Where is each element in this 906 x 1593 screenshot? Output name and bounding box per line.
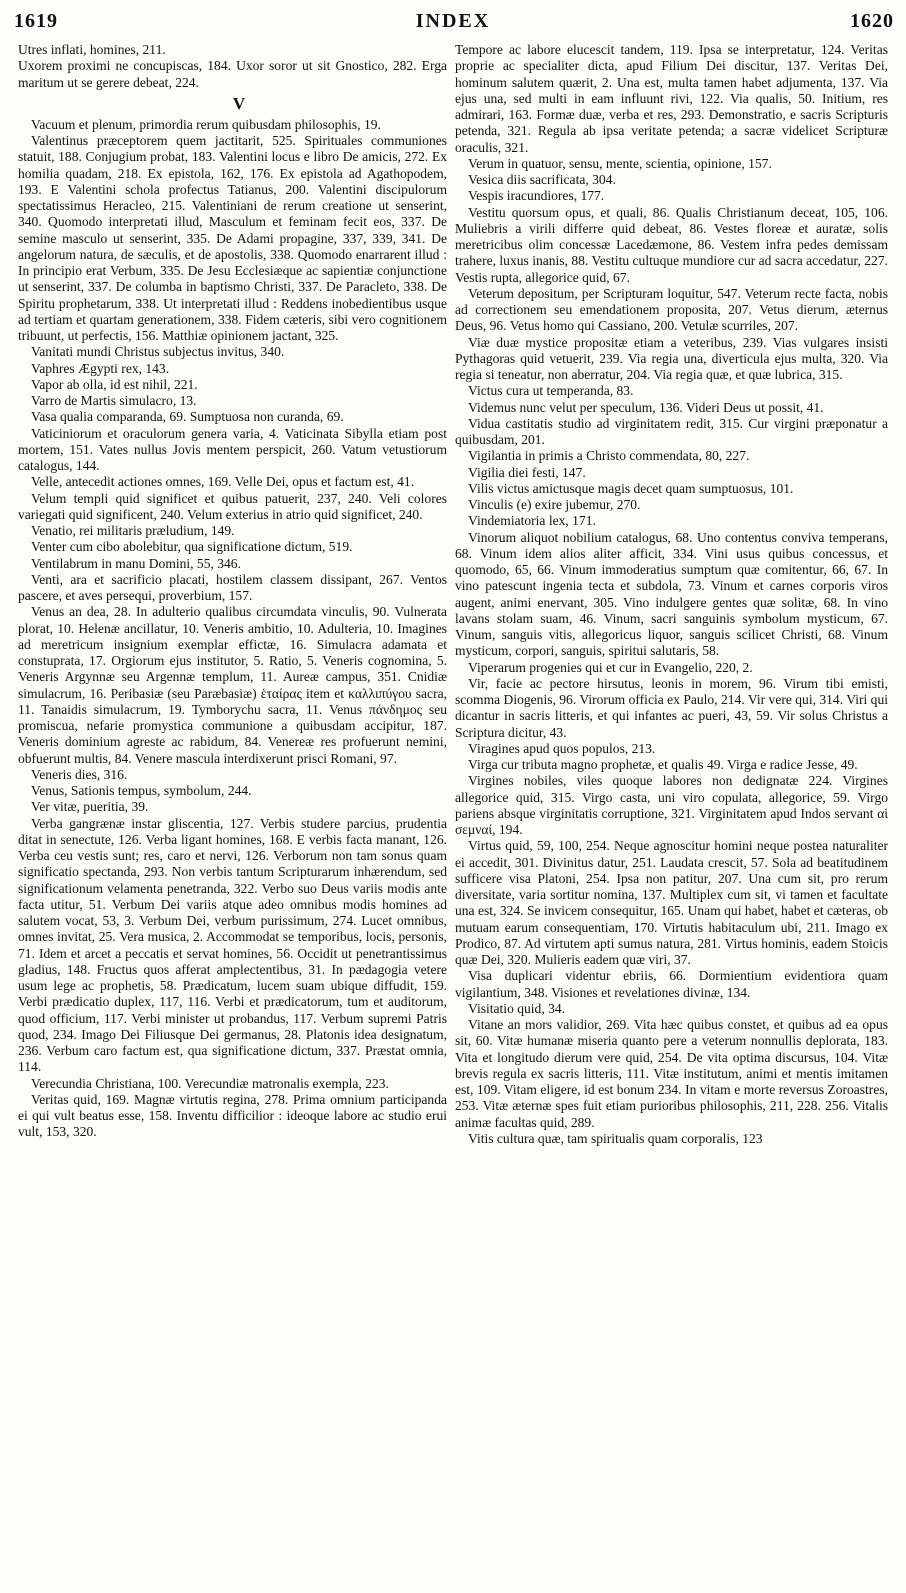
index-entry: Vasa qualia comparanda, 69. Sumptuosa non curanda, 69. xyxy=(31,409,344,425)
index-entry: Vaticiniorum et oraculorum genera varia, 4. Vaticinata Sibylla etiam post mortem, 151. Vates nullus Jovis mentem perspicit, 260. Vatum vetustiorum catalogus, 144. xyxy=(18,425,447,473)
page-header xyxy=(0,10,906,38)
index-entry: Viragines apud quos populos, 213. xyxy=(468,740,656,756)
index-entry: Venatio, rei militaris præludium, 149. xyxy=(31,523,235,538)
index-entry: Viæ duæ mystice propositæ etiam a veteribus, 239. Vias vulgares insisti Pythagoras quid vetuerit, 239. Via regia una, diverticula ejus multa, 320. Via regia si teneatur, non aberratur, 204. Via regia quæ, et quæ lubrica, 315. xyxy=(455,334,888,382)
index-entry: Vaphres Ægypti rex, 143. xyxy=(31,360,170,376)
index-entry: Velle, antecedit actiones omnes, 169. Velle Dei, opus et factum est, 41. xyxy=(31,474,415,490)
index-entry: Vinorum aliquot nobilium catalogus, 68. Uno contentus conviva temperans, 68. Vinum idem alios aliter afficit, 334. Vini usus quibus concessus, et quomodo, 65, 66. Vinum immoderatius sumptum quæ comitentur, 66, 67. In vino patescunt ingenia tecta et subdola, 73. Vinum et carnes corporis viros augent, animi enervant, 305. Vino indulgere gentes quæ solitæ, 68. In vino lavans stolam suam, 46. Vinum, sacri sanguinis symbolum mysticum, 67. Vinum, sanguis vitis, allegoricus liquor, sanguis scilicet Christi, 68. Vinum mysticum, corpori, sanguis, spiritui salutaris, 58. xyxy=(455,529,888,659)
index-entry: Vestitu quorsum opus, et quali, 86. Qualis Christianum deceat, 105, 106. Muliebris a virili differre quid debeat, 86. Vestes floreæ et auratæ, solis meretricibus olim concessæ Lacedæmone, 86. Vestem infra pedes demissam trahere, luxus inanis, 88. Vestitu cultuque mundiore cur ad sacra accedatur, 227. Vestis rupta, allegorice quid, 67. xyxy=(455,204,888,285)
index-entry: Virgines nobiles, viles quoque labores non dedignatæ 224. Virgines allegorice quid, 315. Virgo casta, uni viro copulata, allegorice, 59. Virgo pariens absque virginitatis corruptione, 321. Virginitatem apud Indos servant αἱ σεμναί, 194. xyxy=(455,773,888,837)
index-entry: Vigilantia in primis a Christo commendata, 80, 227. xyxy=(468,448,750,464)
letter-heading: V xyxy=(232,93,246,113)
index-entry: Venus, Sationis tempus, symbolum, 244. xyxy=(31,783,252,798)
index-entry: Victus cura ut temperanda, 83. xyxy=(468,383,634,399)
index-entry: Ver vitæ, pueritia, 39. xyxy=(31,799,149,815)
index-entry: Visitatio quid, 34. xyxy=(468,1000,566,1016)
index-entry: Vilis victus amictusque magis decet quam sumptuosus, 101. xyxy=(468,480,794,496)
index-entry: Tempore ac labore elucescit tandem, 119. Ipsa se interpretatur, 124. Veritas proprie ac specialiter dicta, apud Filium Dei discitur, 137. Veritas Dei, hominum salutem quærit, 2. Una est, multa tamen habet adjumenta, 137. Via ejus una, sed multi in eam influunt rivi, 122. Via qualis, 50. Initium, res admirari, 163. Formæ duæ, verba et res, 293. Demonstratio, e sacris Scripturis petenda, 321. Regula ab ipsa veritate petenda; a sacræ videlicet Scripturæ oraculis, 321. xyxy=(455,42,888,155)
index-entry: Veterum depositum, per Scripturam loquitur, 547. Veterum recte facta, nobis ad correctionem seu emendationem proposita, 207. Vetus dierum, æternus Deus, 96. Vetus homo qui Cassiano, 200. Vetulæ scurriles, 207. xyxy=(455,285,888,334)
index-entry: Vigilia diei festi, 147. xyxy=(468,464,586,480)
index-entry: Utres inflati, homines, 211. xyxy=(18,42,166,57)
index-entry: Veneris dies, 316. xyxy=(31,766,128,782)
index-entry: Vir, facie ac pectore hirsutus, leonis in morem, 96. Virum tibi emisti, scomma Diogenis, 96. Virorum officia ex Paulo, 214. Vir vere qui, 314. Viri qui dicantur in sacris litteris, et qui infantes ac pueri, 43, 59. Vir solus Christus a Scriptura dicitur, 43. xyxy=(455,675,888,740)
index-entry: Videmus nunc velut per speculum, 136. Videri Deus ut possit, 41. xyxy=(468,399,824,415)
index-entry: Verum in quatuor, sensu, mente, scientia, opinione, 157. xyxy=(468,155,772,171)
index-entry: Visa duplicari videntur ebriis, 66. Dormientium evidentiora quam vigilantium, 348. Visiones et revelationes divinæ, 134. xyxy=(455,968,888,1000)
index-entry: Vitane an mors validior, 269. Vita hæc quibus constet, et quibus ad ea opus sit, 60. Vitæ humanæ miseria quanto pere a veterum nonnullis deplorata, 183. Vita et longitudo dierum vere quid, 254. De vita optima discursus, 104. Vitæ brevis regula ex sacris litteris, 111. Vitæ institutum, animi et mentis imitamen est, 109. Vitam eligere, id est bonum 234. In vitam e morte reversus Zoroastres, 253. Vitæ æternæ spes fuit etiam purioribus philosophis, 211, 228. 256. Vitalis animæ facultas quid, 289. xyxy=(455,1017,888,1130)
index-entry: Veritas quid, 169. Magnæ virtutis regina, 278. Prima omnium participanda ei qui vult beatus esse, 158. Inventu difficilior : ideoque labore ac studio erui vult, 153, 320. xyxy=(18,1091,447,1140)
index-entry: Vitis cultura quæ, tam spiritualis quam corporalis, 123 xyxy=(468,1130,763,1146)
index-entry: Verba gangrænæ instar gliscentia, 127. Verbis studere parcius, prudentia ditat in senectute, 126. Verba ligant homines, 168. E verbis facta manant, 126. Verba ceu vestis sunt; res, caro et nervi, 126. Verborum non tam sonus quam significatio spectanda, 293. Non verbis tantum Scripturarum inhærendum, sed significationum velamenta penetranda, 322. Verbo suo Deus variis modis ante facta utitur, 51. Verbum Dei variis atque adeo omnibus modis homines ad salutem vocat, 53, 3. Verbum Dei, verbum purissimum, 274. Lucet omnibus, omnes invitat, 25. Vera musica, 2. Accommodat se temporibus, locis, personis, 71. Idem et arcet a peccatis et servat homines, 56. Occidit ut penetrantissimus gladius, 148. Fructus quos afferat amplectentibus, 31. In pædagogia vetere usum lege ac prophetis, 58. Prædicatum, lucem suam ubique diffudit, 159. Verbi prædicatio duplex, 117, 116. Verbi et prædicatorum, tum et auditorum, quod officium, 117. Verbi minister ut probandus, 117. Verbum supremi Patris quod, 234. Imago Dei Filiusque Dei germanus, 28. Platonis idea designatum, 236. Verbum caro factum est, qua significatione dictum, 337. Præstat omnia, 114. xyxy=(18,815,447,1075)
index-entry: Vindemiatoria lex, 171. xyxy=(468,513,596,529)
index-entry: Uxorem proximi ne concupiscas, 184. Uxor soror ut sit Gnostico, 282. Erga maritum ut se gerere debeat, 224. xyxy=(18,58,447,90)
index-entry: Varro de Martis simulacro, 13. xyxy=(31,393,197,408)
index-entry: Vidua castitatis studio ad virginitatem redit, 315. Cur virgini præponatur a quibusdam, 201. xyxy=(455,415,888,447)
index-entry: Venti, ara et sacrificio placati, hostilem classem dissipant, 267. Ventos pascere, et aves persequi, proverbium, 157. xyxy=(18,571,447,603)
index-entry: Ventilabrum in manu Domini, 55, 346. xyxy=(31,555,241,571)
index-entry: Vespis iracundiores, 177. xyxy=(468,188,605,204)
index-entry: Virtus quid, 59, 100, 254. Neque agnoscitur homini neque postea naturaliter ei accedit, 301. Divinitus datur, 251. Laudata crescit, 57. Sola ad beatitudinem sufficere visa Platoni, 254. Ipsa non patitur, 207. Una cum sit, pro rerum diversitate, varia sortitur nomina, 137. Multiplex cum sit, vi tamen et facultate una est, 324. Se invicem consequitur, 165. Unam qui habet, habet et cæteras, ob mutuam earum consequentiam, 170. Virtutis habitaculum ubi, 211. Imago ex Prodico, 87. Ad virtutem apti sumus natura, 281. Virtus hominis, eadem Stoicis quæ Dei, 320. Mulieris eadem quæ viri, 37. xyxy=(455,838,888,967)
index-entry: Vinculis (e) exire jubemur, 270. xyxy=(468,497,641,512)
index-entry: Velum templi quid significet et quibus patuerit, 237, 240. Veli colores variegati quid significent, 240. Velum exterius in atrio quid significet, 240. xyxy=(18,490,447,522)
index-entry: Vapor ab olla, id est nihil, 221. xyxy=(31,376,198,392)
index-entry: Vesica diis sacrificata, 304. xyxy=(468,172,616,187)
index-column-left xyxy=(18,42,447,1582)
index-entry: Valentinus præceptorem quem jactitarit, 525. Spirituales communiones statuit, 188. Conjugium probat, 183. Valentini locus e libro De amicis, 272. Ex homilia quadam, 218. Ex epistola, 162, 176. Ex epistola ad Agathopodem, 193. E Valentini schola profectus Tatianus, 200. Valentini discipulorum spectatissimus Heracleo, 215. Valentiniani de rerum creatione ut senserint, 340. Quomodo interpretati illud, Masculum et feminam fecit eos, 337. De semine masculo ut senserint, 335. De Adami propagine, 337, 339, 341. De angelorum natura, de sæculis, et de apostolis, 338. Quomodo enarrarent illud : In principio erat Verbum, 335. De Jesu Ecclesiæque ac sapientiæ conjunctione ut senserint, 337. De columba in baptismo Christi, 337. De Paracleto, 338. De Spiritu prophetarum, 338. Ut interpretati illud : Reddens inobedientibus usque ad tertiam et quartam generationem, 338. Fidem cæteris, sibi vero cognitionem tribuunt, ut perfectis, 156. Matthiæ opinionem jactant, 325. xyxy=(18,133,447,343)
index-entry: Vacuum et plenum, primordia rerum quibusdam philosophis, 19. xyxy=(31,116,381,132)
index-entry: Verecundia Christiana, 100. Verecundiæ matronalis exempla, 223. xyxy=(31,1075,389,1091)
running-title: INDEX xyxy=(415,10,491,32)
index-column-right xyxy=(455,42,888,1582)
index-entry: Virga cur tributa magno prophetæ, et qualis 49. Virga e radice Jesse, 49. xyxy=(468,757,858,772)
index-entry: Venter cum cibo abolebitur, qua significatione dictum, 519. xyxy=(31,539,353,555)
index-entry: Vanitati mundi Christus subjectus invitus, 340. xyxy=(31,344,285,360)
index-entry: Venus an dea, 28. In adulterio qualibus circumdata vinculis, 90. Vulnerata plorat, 10. Helenæ ancillatur, 10. Veneris ambitio, 10. Adulteria, 10. Imagines ad meretricum insignium exemplar effictæ, 16. Simulacra adamata et constuprata, 17. Orgiorum ejus institutor, 5. Ratio, 5. Veneris cognomina, 5. Veneris Argynnæ seu Argennæ templum, 11. Aureæ campus, 351. Cnidiæ simulacrum, 16. Peribasiæ (seu Paræbasiæ) ἑταίρας item et καλλιπύγου sacra, 11. Tanaidis simulacrum, 19. Tymborychu sacra, 11. Venus πάνδημος seu promiscua, nefarie promystica communione a quibusdam accipitur, 187. Veneris dominium agreste ac rabidum, 84. Venereæ res profuerunt nemini, obfuerunt multis, 84. Venere mascula interdixerunt prisci Romani, 97. xyxy=(18,604,447,766)
page-number-right: 1620 xyxy=(850,10,894,32)
index-entry: Viperarum progenies qui et cur in Evangelio, 220, 2. xyxy=(468,659,753,675)
page-number-left: 1619 xyxy=(14,10,58,32)
